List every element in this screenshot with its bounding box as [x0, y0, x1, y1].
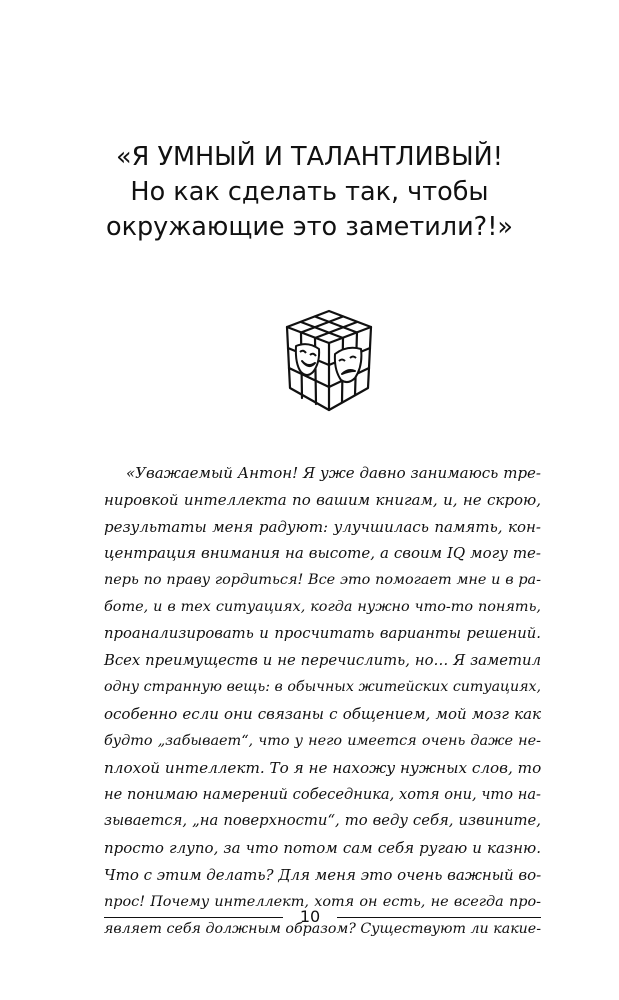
body-line: будто „забывает“, что у него имеется очень даже не- [104, 732, 541, 749]
chapter-title-line: «Я УМНЫЙ И ТАЛАНТЛИВЫЙ! [116, 142, 503, 172]
body-line: плохой интеллект. То я не нахожу нужных слов, то [104, 758, 542, 777]
body-line: Что с этим делать? Для меня это очень важный во- [104, 865, 542, 884]
body-line: зывается, „на поверхности“, то веду себя, извините, [104, 812, 541, 830]
body-line: нировкой интеллекта по вашим книгам, и, не скрою, [104, 490, 541, 509]
body-line: «Уважаемый Антон! Я уже давно занимаюсь тре- [126, 464, 541, 482]
body-line: проанализировать и просчитать варианты решений. [104, 624, 541, 642]
body-line: Всех преимуществ и не перечислить, но… Я заметил [104, 651, 541, 669]
footer-rule-right [337, 917, 541, 918]
page-number: 10 [299, 907, 321, 926]
body-line: не понимаю намерений собеседника, хотя они, что на- [104, 785, 541, 803]
body-line: прос! Почему интеллект, хотя он есть, не всегда про- [104, 893, 541, 910]
body-line: центрация внимания на высоте, а своим IQ могу те- [104, 544, 541, 563]
letter-body [104, 460, 541, 942]
body-line: боте, и в тех ситуациях, когда нужно что-то понять, [104, 598, 541, 615]
chapter-title [40, 140, 579, 245]
chapter-title-line: Но как сделать так, чтобы [130, 177, 489, 207]
rubiks-cube-theater-masks-icon [283, 308, 375, 413]
body-line: просто глупо, за что потом сам себя ругаю и казню. [104, 839, 541, 858]
body-line: результаты меня радуют: улучшилась память, кон- [104, 517, 541, 536]
footer-rule-left [104, 917, 283, 918]
body-line: особенно если они связаны с общением, мой мозг как [104, 705, 541, 724]
body-line: одну странную вещь: в обычных житейских ситуациях, [104, 679, 541, 696]
chapter-title-line: окружающие это заметили?!» [105, 212, 514, 242]
body-line: являет себя должным образом? Существуют ли какие- [104, 920, 541, 937]
body-line: перь по праву гордиться! Все это помогает мне и в ра- [104, 572, 541, 589]
